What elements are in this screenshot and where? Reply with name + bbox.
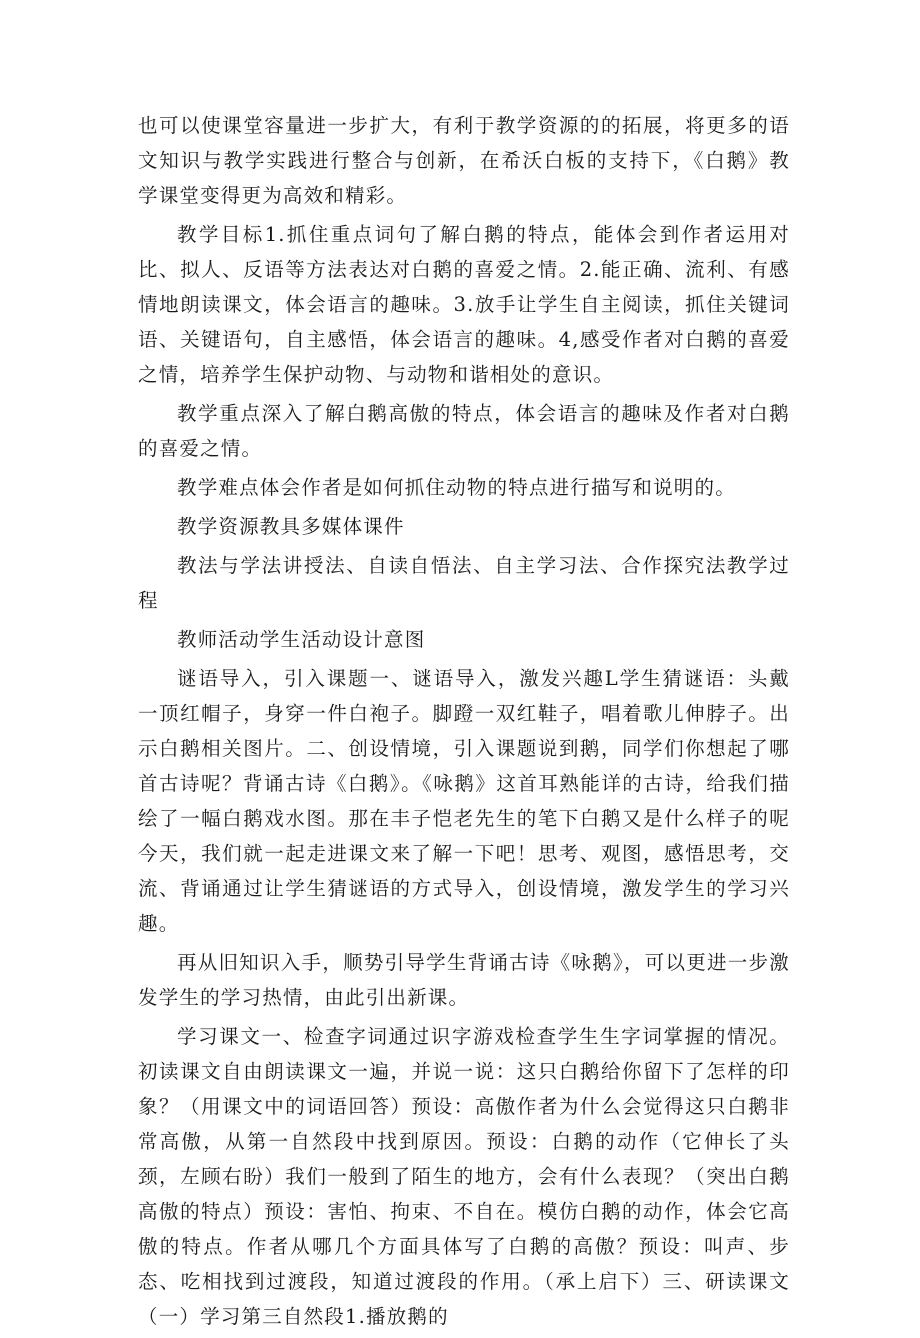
paragraph-study-text: 学习课文一、检查字词通过识字游戏检查学生生字词掌握的情况。初读课文自由朗读课文一遍，并说一说：这只白鹅给你留下了怎样的印象？（用课文中的词语回答）预设：高傲作者为什么会觉得这只白鹅非常高傲，从第一自然段中找到原因。预设：白鹅的动作（它伸长了头颈，左顾右盼）我们一般到了陌生的地方，会有什么表现？（突出白鹅高傲的特点）预设：害怕、拘束、不自在。模仿白鹅的动作，体会它高傲的特点。作者从哪几个方面具体写了白鹅的高傲？预设：叫声、步态、吃相找到过渡段，知道过渡段的作用。（承上启下）三、研读课文（一）学习第三自然段1.播放鹅的 <box>138 1025 790 1328</box>
paragraph-activity-columns: 教师活动学生活动设计意图 <box>177 628 426 651</box>
paragraph-teaching-objectives: 教学目标1.抓住重点词句了解白鹅的特点，能体会到作者运用对比、拟人、反语等方法表达对白鹅的喜爱之情。2.能正确、流利、有感情地朗读课文，体会语言的趣味。3.放手让学生自主阅读，抓住关键词语、关键语句，自主感悟，体会语言的趣味。4,感受作者对白鹅的喜爱之情，培养学生保护动物、与动物和谐相处的意识。 <box>138 223 790 386</box>
paragraph-teaching-resources: 教学资源教具多媒体课件 <box>177 515 405 538</box>
paragraph-continuation: 也可以使课堂容量进一步扩大，有利于教学资源的的拓展，将更多的语文知识与教学实践进行整合与创新，在希沃白板的支持下，《白鹅》教学课堂变得更为高效和精彩。 <box>138 114 790 207</box>
paragraph-teaching-difficulty: 教学难点体会作者是如何抓住动物的特点进行描写和说明的。 <box>177 476 736 499</box>
paragraph-teaching-focus: 教学重点深入了解白鹅高傲的特点，体会语言的趣味及作者对白鹅的喜爱之情。 <box>138 402 790 460</box>
document-body <box>138 108 790 1338</box>
paragraph-prior-knowledge: 再从旧知识入手，顺势引导学生背诵古诗《咏鹅》，可以更进一步激发学生的学习热情，由此引出新课。 <box>138 951 790 1009</box>
paragraph-riddle-intro: 谜语导入，引入课题一、谜语导入，激发兴趣L学生猜谜语：头戴一顶红帽子，身穿一件白袍子。脚蹬一双红鞋子，唱着歌儿伸脖子。出示白鹅相关图片。二、创设情境，引入课题说到鹅，同学们你想起了哪首古诗呢？背诵古诗《白鹅》。《咏鹅》这首耳熟能详的古诗，给我们描绘了一幅白鹅戏水图。那在丰子恺老先生的笔下白鹅又是什么样子的呢今天，我们就一起走进课文来了解一下吧！思考、观图，感悟思考，交流、背诵通过让学生猜谜语的方式导入，创设情境，激发学生的学习兴趣。 <box>138 667 790 935</box>
paragraph-teaching-methods: 教法与学法讲授法、自读自悟法、自主学习法、合作探究法教学过程 <box>138 554 790 612</box>
